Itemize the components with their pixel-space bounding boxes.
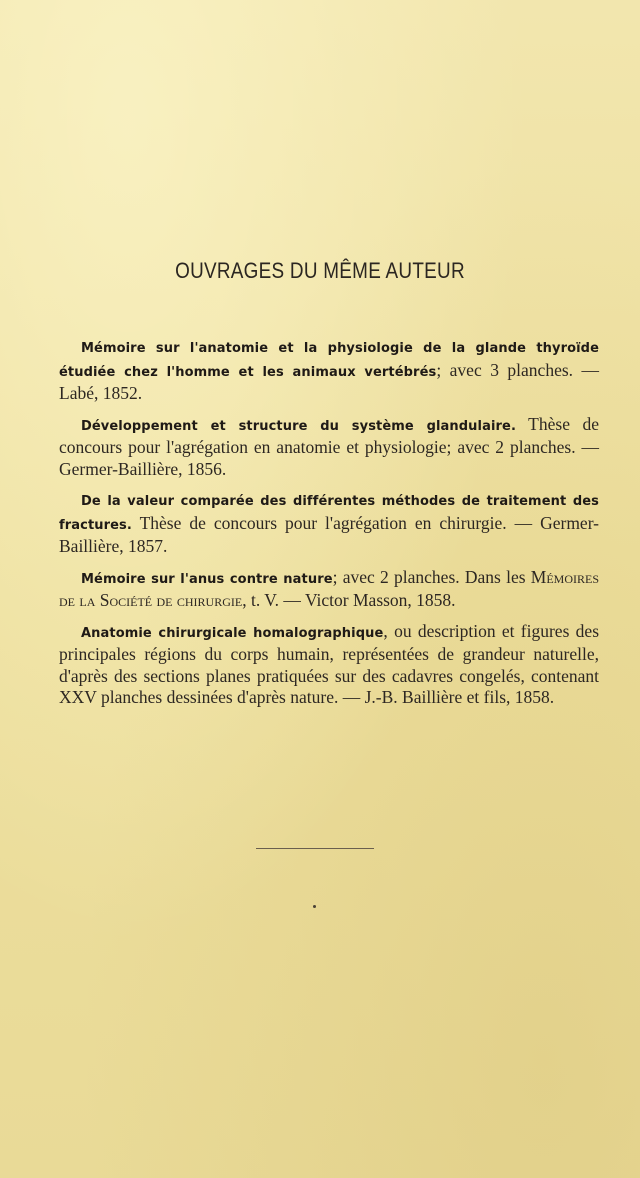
bibliography-entry <box>59 336 599 405</box>
entry-title: Mémoire sur l'anatomie et la physiologie de la glande thyroïde étudiée chez l'homme et les animaux vertébrés <box>59 341 599 380</box>
entry-title: Anatomie chirurgicale homalographique <box>81 625 384 641</box>
bibliography-entry <box>59 414 599 481</box>
entry-details: Thèse de concours pour l'agrégation en anatomie et physiologie; avec 2 planches. — Germer-Baillière, 1856. <box>59 413 599 479</box>
entry-details: , ou description et figures des principales régions du corps humain, représentées de grandeur naturelle, d'après des sections planes pratiquées sur des cadavres congelés, contenant XXV planches dessinées d'après nature. — J.-B. Baillière et fils, 1858. <box>59 620 599 707</box>
separator-rule <box>256 848 374 849</box>
bibliography-entry <box>59 489 599 558</box>
entry-details-tail: , t. V. — Victor Masson, 1858. <box>242 590 456 610</box>
bibliography-list <box>59 336 599 718</box>
bibliography-entry <box>59 567 599 612</box>
page-title: OUVRAGES DU MÊME AUTEUR <box>175 258 465 283</box>
entry-details: ; avec 3 planches. — Labé, 1852. <box>59 359 600 403</box>
bibliography-entry <box>59 621 599 709</box>
entry-details: Thèse de concours pour l'agrégation en chirurgie. — Germer-Baillière, 1857. <box>59 512 599 556</box>
entry-journal: Mémoires de la Société de chirurgie <box>59 566 599 610</box>
entry-details: ; avec 2 planches. Dans les <box>332 566 531 587</box>
entry-title: Mémoire sur l'anus contre nature <box>81 571 333 587</box>
entry-title: Développement et structure du système glandulaire. <box>81 418 516 434</box>
entry-title: De la valeur comparée des différentes méthodes de traitement des fractures. <box>59 494 599 533</box>
ink-dot <box>313 905 316 908</box>
